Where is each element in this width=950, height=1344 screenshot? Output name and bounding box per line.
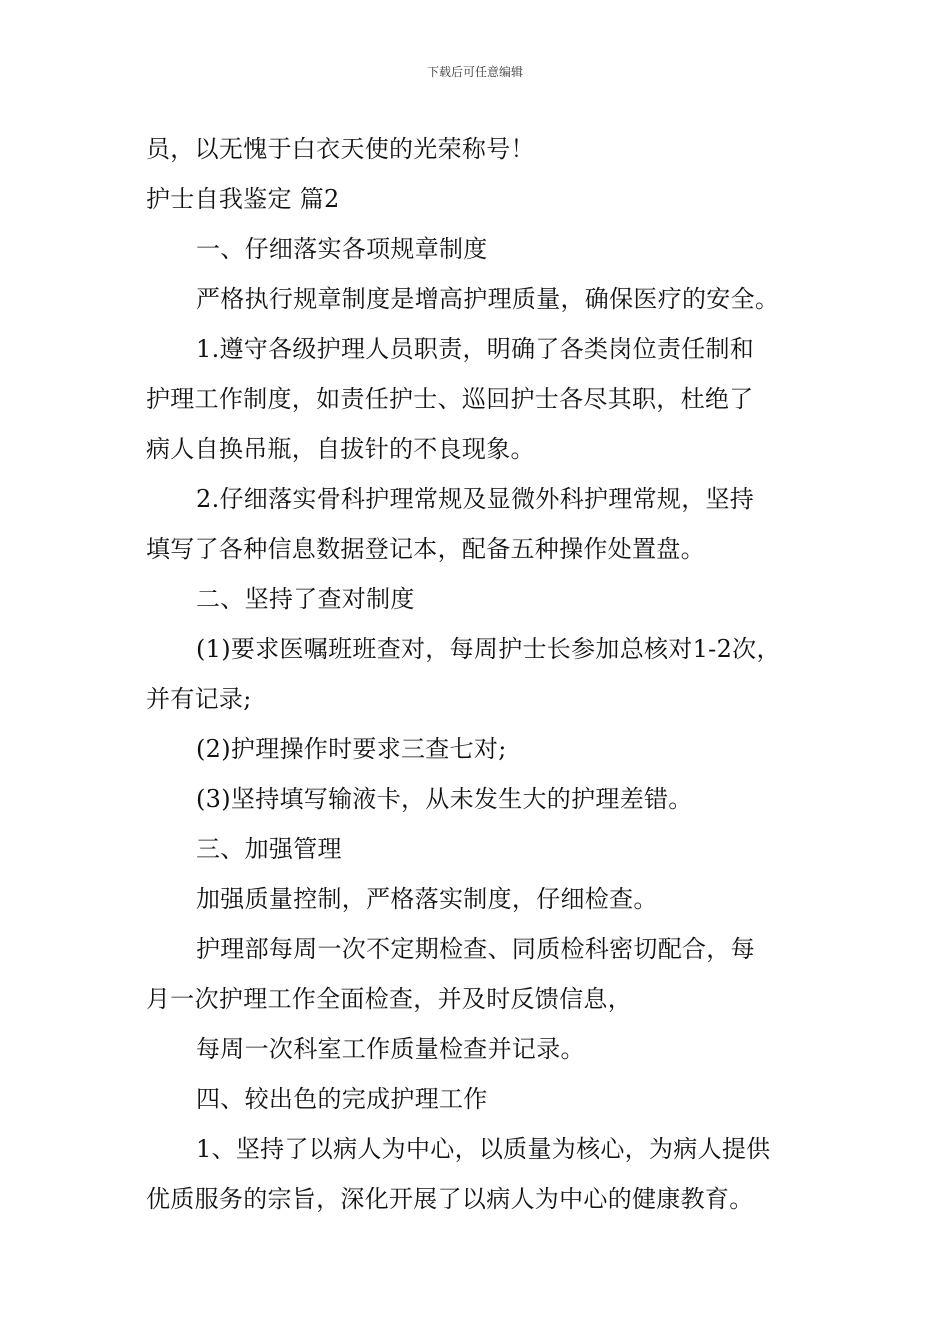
text-line: 1.遵守各级护理人员职责，明确了各类岗位责任制和: [196, 335, 755, 363]
heading-1: 一、仔细落实各项规章制度: [196, 235, 488, 263]
text-line: 并有记录;: [146, 685, 252, 713]
text-line: 严格执行规章制度是增高护理质量，确保医疗的安全。: [196, 285, 780, 313]
heading-4: 四、较出色的完成护理工作: [196, 1085, 488, 1113]
text-line: 加强质量控制，严格落实制度，仔细检查。: [196, 885, 658, 913]
text-line: (2)护理操作时要求三查七对;: [196, 735, 507, 763]
text-line: 优质服务的宗旨，深化开展了以病人为中心的健康教育。: [146, 1185, 754, 1213]
text-line: 每周一次科室工作质量检查并记录。: [196, 1035, 585, 1063]
text-line: 员，以无愧于白衣天使的光荣称号！: [146, 135, 535, 163]
text-line: 护理部每周一次不定期检查、同质检科密切配合，每: [196, 935, 755, 963]
text-line: (3)坚持填写输液卡，从未发生大的护理差错。: [196, 785, 693, 813]
document-body: [146, 124, 818, 1224]
text-line: (1)要求医嘱班班查对，每周护士长参加总核对1-2次，: [196, 635, 781, 663]
text-line: 病人自换吊瓶，自拔针的不良现象。: [146, 435, 535, 463]
text-line: 护理工作制度，如责任护士、巡回护士各尽其职，杜绝了: [146, 385, 754, 413]
text-line: 1、坚持了以病人为中心，以质量为核心，为病人提供: [196, 1135, 771, 1163]
text-line: 2.仔细落实骨科护理常规及显微外科护理常规，坚持: [196, 485, 755, 513]
page-header: 下载后可任意编辑: [426, 65, 523, 79]
section-title: 护士自我鉴定 篇2: [146, 185, 340, 213]
text-line: 填写了各种信息数据登记本，配备五种操作处置盘。: [146, 535, 705, 563]
text-line: 月一次护理工作全面检查，并及时反馈信息，: [146, 985, 632, 1013]
heading-3: 三、加强管理: [196, 835, 342, 863]
heading-2: 二、坚持了查对制度: [196, 585, 415, 613]
